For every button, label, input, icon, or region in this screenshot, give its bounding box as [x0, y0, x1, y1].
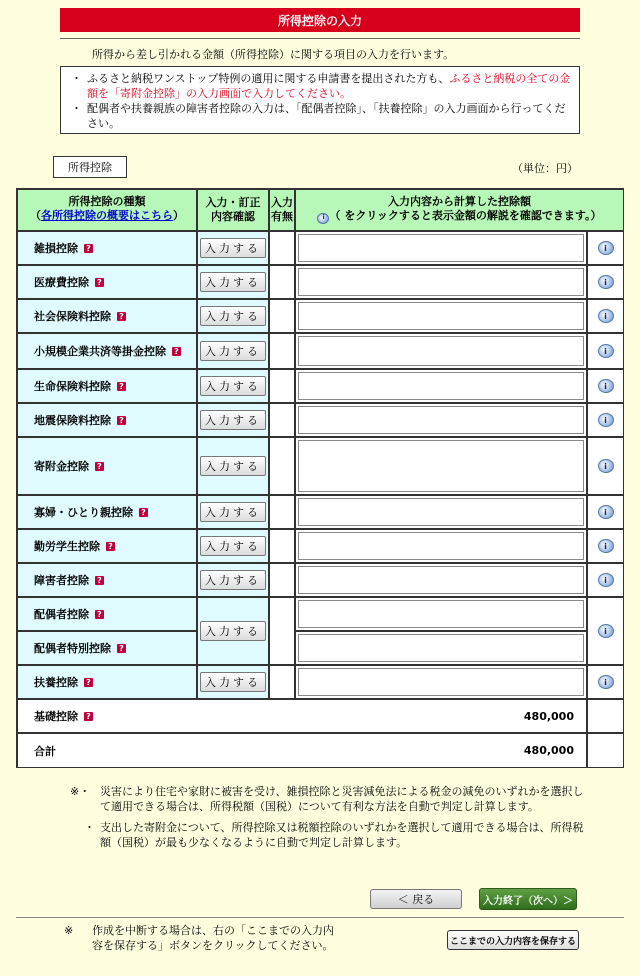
deduction-row-label	[17, 333, 197, 369]
help-icon[interactable]: ?	[106, 542, 115, 551]
amount-field	[298, 406, 584, 434]
back-button[interactable]: ＜ 戻る	[370, 889, 462, 909]
amount-help-cell	[587, 231, 624, 265]
deduction-row-label	[17, 631, 197, 665]
row-label: 障害者控除	[34, 574, 89, 587]
footnote-1	[70, 784, 590, 814]
input-status-cell	[269, 529, 295, 563]
row-label: 雑損控除	[34, 242, 78, 255]
amount-help-cell	[587, 529, 624, 563]
row-label: 地震保険料控除	[34, 414, 111, 427]
row-label: 医療費控除	[34, 276, 89, 289]
deduction-row-label	[17, 665, 197, 699]
help-icon[interactable]: ?	[84, 244, 93, 253]
deduction-row-label	[17, 403, 197, 437]
row-label: 寄附金控除	[34, 460, 89, 473]
input-button-cell	[197, 437, 269, 495]
footnote-text: 災害により住宅や家財に被害を受け、雑損控除と災害減免法による税金の減免のいずれかを選択して適用できる場合は、所得税額（国税）について有利な方法を自動で判定し計算します。	[100, 785, 584, 813]
deduction-amount-cell	[295, 495, 587, 529]
amount-info-icon[interactable]: i	[598, 275, 614, 289]
amount-field	[298, 268, 584, 296]
footnote-mark: ・	[84, 821, 95, 834]
header-deduction-type-text: 所得控除の種類	[68, 195, 146, 208]
title-divider	[60, 38, 580, 39]
input-button-cell	[197, 563, 269, 597]
deduction-row-label	[17, 299, 197, 333]
page-title-text: 所得控除の入力	[277, 13, 362, 28]
deduction-table	[16, 188, 624, 768]
deduction-amount-cell	[295, 563, 587, 597]
deduction-amount-cell	[295, 403, 587, 437]
input-status-cell	[269, 665, 295, 699]
deduction-amount-cell	[295, 265, 587, 299]
help-icon[interactable]: ?	[117, 644, 126, 653]
finish-input-next-button[interactable]: 入力終了（次へ）＞	[479, 888, 577, 910]
amount-help-cell	[587, 265, 624, 299]
amount-help-cell	[587, 495, 624, 529]
save-note-mark: ※	[64, 924, 74, 937]
bottom-divider	[16, 917, 624, 918]
row-label: 小規模企業共済等掛金控除	[34, 345, 166, 358]
header-calculated-amount	[295, 189, 624, 231]
amount-field	[298, 668, 584, 696]
input-status-cell	[269, 437, 295, 495]
section-tab: 所得控除	[53, 156, 127, 178]
input-button[interactable]: 入力する	[200, 238, 266, 258]
header-link-wrap	[18, 209, 196, 223]
notice-bullet: ・	[71, 72, 82, 85]
header-deduction-type	[17, 189, 197, 231]
amount-help-cell	[587, 403, 624, 437]
row-label: 配偶者特別控除	[34, 642, 111, 655]
row-total-spacer	[587, 733, 624, 768]
amount-info-icon[interactable]: i	[598, 573, 614, 587]
input-status-cell	[269, 403, 295, 437]
help-icon[interactable]: ?	[84, 678, 93, 687]
input-button-cell	[197, 597, 269, 665]
unit-label: （単位：円）	[512, 162, 578, 175]
input-button-cell	[197, 231, 269, 265]
input-button[interactable]: 入力する	[200, 376, 266, 396]
header-hint	[296, 209, 623, 224]
page-title	[60, 8, 580, 32]
paren-close: ）	[173, 209, 184, 222]
input-button-cell	[197, 333, 269, 369]
info-icon: i	[317, 213, 329, 224]
amount-help-cell	[587, 597, 624, 665]
deduction-row-label	[17, 597, 197, 631]
input-status-cell	[269, 333, 295, 369]
deduction-row-label	[17, 369, 197, 403]
notice-box	[60, 66, 580, 134]
help-icon[interactable]: ?	[95, 576, 104, 585]
deduction-amount-cell	[295, 369, 587, 403]
deduction-row-label	[17, 231, 197, 265]
amount-field	[298, 234, 584, 262]
deduction-amount-cell	[295, 529, 587, 563]
deduction-overview-link[interactable]: 各所得控除の概要はこちら	[41, 209, 173, 222]
input-button-cell	[197, 403, 269, 437]
save-note	[64, 923, 344, 953]
notice-item-2	[71, 101, 573, 131]
input-button[interactable]: 入力する	[200, 536, 266, 556]
amount-info-icon[interactable]: i	[598, 413, 614, 427]
amount-help-cell	[587, 563, 624, 597]
row-label: 配偶者控除	[34, 608, 89, 621]
row-label: 社会保険料控除	[34, 310, 111, 323]
input-button[interactable]: 入力する	[200, 410, 266, 430]
row-total	[17, 733, 587, 768]
input-button-cell	[197, 665, 269, 699]
amount-field	[298, 532, 584, 560]
amount-help-cell	[587, 437, 624, 495]
input-status-cell	[269, 495, 295, 529]
input-button[interactable]: 入力する	[200, 570, 266, 590]
amount-field	[298, 498, 584, 526]
row-label: 生命保険料控除	[34, 380, 111, 393]
row-basic-deduction	[17, 699, 587, 733]
notice-item-1	[71, 71, 573, 101]
deduction-amount-cell	[295, 333, 587, 369]
deduction-row-label	[17, 563, 197, 597]
deduction-row-label	[17, 437, 197, 495]
input-status-cell	[269, 597, 295, 665]
amount-help-cell	[587, 369, 624, 403]
input-status-cell	[269, 231, 295, 265]
amount-field	[298, 440, 584, 492]
input-button-cell	[197, 369, 269, 403]
input-button[interactable]: 入力する	[200, 672, 266, 692]
amount-info-icon[interactable]: i	[598, 379, 614, 393]
amount-help-cell	[587, 299, 624, 333]
notice-bullet: ・	[71, 102, 82, 115]
basic-deduction-amount: 480,000	[523, 709, 574, 723]
header-input-edit: 入力・訂正内容確認	[197, 189, 269, 231]
help-icon[interactable]: ?	[84, 712, 93, 721]
input-button[interactable]: 入力する	[200, 272, 266, 292]
input-status-cell	[269, 369, 295, 403]
amount-info-icon[interactable]: i	[598, 505, 614, 519]
notice-text: 配偶者や扶養親族の障害者控除の入力は、「配偶者控除」、「扶養控除」の入力画面から行ってください。	[87, 102, 566, 130]
input-button[interactable]: 入力する	[200, 306, 266, 326]
help-icon[interactable]: ?	[95, 278, 104, 287]
amount-help-cell	[587, 665, 624, 699]
input-button[interactable]: 入力する	[200, 456, 266, 476]
row-label: 寡婦・ひとり親控除	[34, 506, 133, 519]
help-icon[interactable]: ?	[117, 416, 126, 425]
footnote-text: 支出した寄附金について、所得控除又は税額控除のいずれかを選択して適用できる場合は、所得税額（国税）が最も少なくなるように自動で判定し計算します。	[100, 821, 584, 849]
input-button-cell	[197, 299, 269, 333]
amount-info-icon[interactable]: i	[598, 624, 614, 638]
input-button-cell	[197, 529, 269, 563]
amount-field	[298, 372, 584, 400]
help-icon[interactable]: ?	[172, 347, 181, 356]
amount-info-icon[interactable]: i	[598, 241, 614, 255]
deduction-amount-cell	[295, 231, 587, 265]
header-calculated-amount-text: 入力内容から計算した控除額	[388, 195, 531, 208]
input-status-cell	[269, 265, 295, 299]
amount-field	[298, 600, 584, 628]
save-progress-button[interactable]: ここまでの入力内容を保存する	[447, 930, 579, 950]
notice-text: ふるさと納税ワンストップ特例の適用に関する申請書を提出された方も、	[87, 72, 450, 85]
input-button[interactable]: 入力する	[200, 341, 266, 361]
input-status-cell	[269, 563, 295, 597]
deduction-amount-cell	[295, 437, 587, 495]
input-button[interactable]: 入力する	[200, 621, 266, 641]
help-icon[interactable]: ?	[95, 610, 104, 619]
amount-field	[298, 336, 584, 366]
input-button-cell	[197, 495, 269, 529]
row-label: 扶養控除	[34, 676, 78, 689]
deduction-row-label	[17, 265, 197, 299]
amount-info-icon[interactable]: i	[598, 344, 614, 358]
footnote-2	[70, 820, 590, 850]
input-status-cell	[269, 299, 295, 333]
intro-text: 所得から差し引かれる金額（所得控除）に関する項目の入力を行います。	[92, 48, 455, 61]
row-label: 合計	[34, 744, 56, 758]
header-input-status: 入力有無	[269, 189, 295, 231]
amount-info-icon[interactable]: i	[598, 675, 614, 689]
row-label: 勤労学生控除	[34, 540, 100, 553]
amount-field	[298, 302, 584, 330]
deduction-amount-cell	[295, 631, 587, 665]
deduction-row-label	[17, 495, 197, 529]
total-amount: 480,000	[523, 744, 574, 757]
footnote-mark: ※・	[70, 785, 91, 798]
amount-info-icon[interactable]: i	[598, 459, 614, 473]
row-label: 基礎控除	[34, 710, 78, 723]
amount-info-icon[interactable]: i	[598, 539, 614, 553]
amount-info-icon[interactable]: i	[598, 309, 614, 323]
deduction-amount-cell	[295, 299, 587, 333]
footnotes	[70, 784, 590, 856]
paren-open: （	[30, 209, 41, 222]
amount-field	[298, 566, 584, 594]
row-basic-spacer	[587, 699, 624, 733]
input-button[interactable]: 入力する	[200, 502, 266, 522]
help-icon[interactable]: ?	[95, 462, 104, 471]
deduction-amount-cell	[295, 597, 587, 631]
input-button-cell	[197, 265, 269, 299]
help-icon[interactable]: ?	[139, 508, 148, 517]
deduction-row-label	[17, 529, 197, 563]
help-icon[interactable]: ?	[117, 382, 126, 391]
help-icon[interactable]: ?	[117, 312, 126, 321]
amount-help-cell	[587, 333, 624, 369]
save-note-text: 作成を中断する場合は、右の「ここまでの入力内容を保存する」ボタンをクリックしてください。	[92, 924, 334, 952]
header-hint-text: （ をクリックすると表示金額の解説を確認できます。）	[329, 209, 602, 222]
notice-period: 。	[340, 87, 351, 100]
notice-emphasis: ふるさと納税の全ての金額を「寄附金控除」の入力画面で入力してください	[87, 72, 571, 100]
deduction-amount-cell	[295, 665, 587, 699]
amount-field	[298, 634, 584, 662]
